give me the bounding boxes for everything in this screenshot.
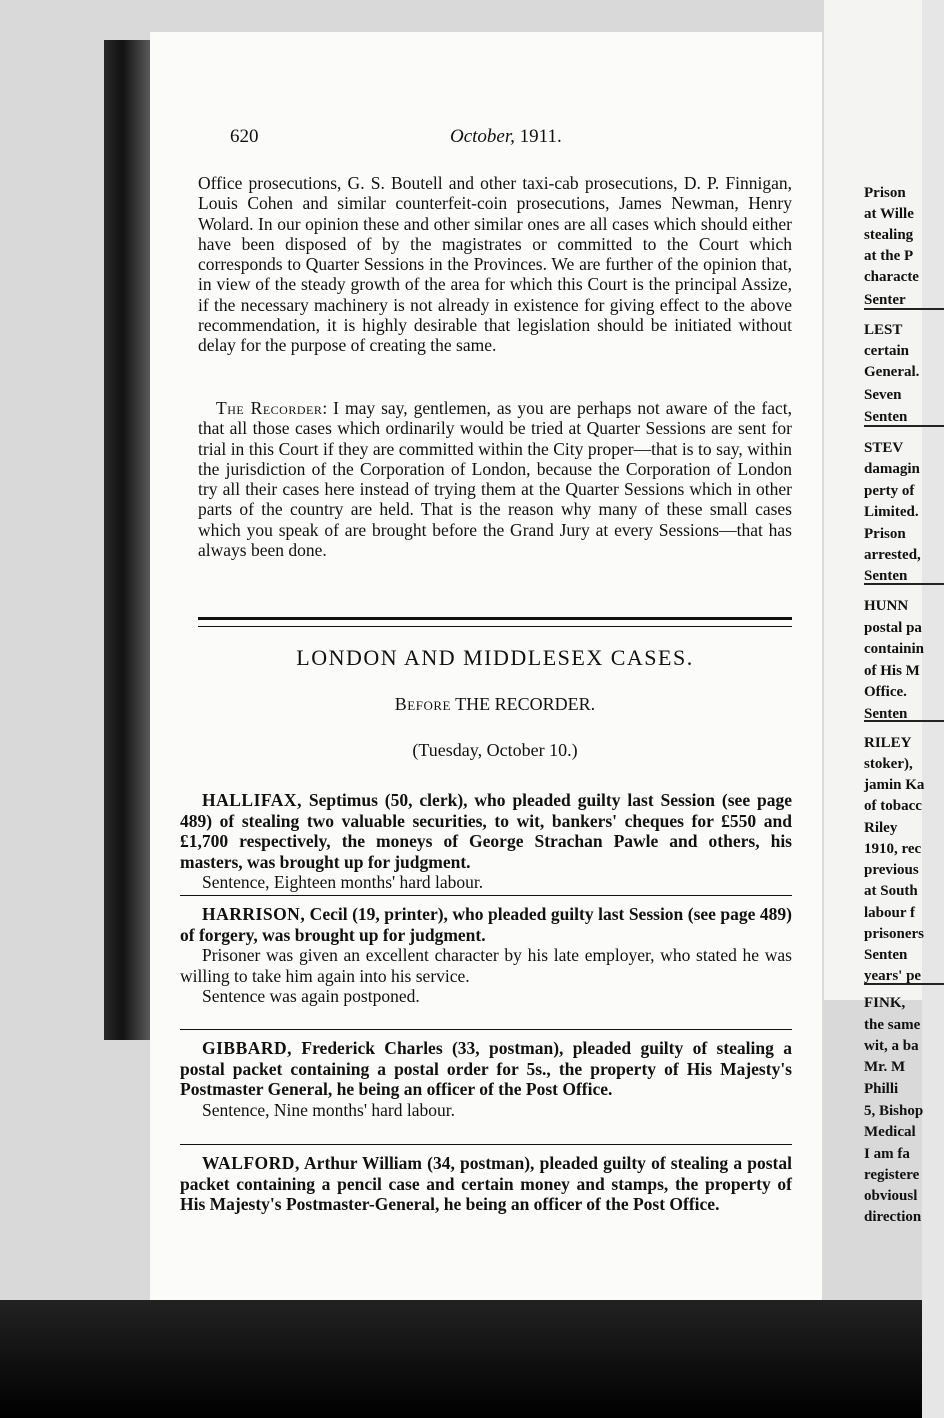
facing-page-text: General. [864,364,920,380]
case-entry [180,1153,792,1215]
facing-page-text: stoker), [864,756,913,772]
facing-page-text: Prison [864,185,906,201]
intro-paragraph-2 [198,398,792,560]
page-header [230,126,790,156]
court-heading [198,694,792,715]
facing-page-text: years' pe [864,968,922,984]
speaker-name: The Recorder [216,398,323,418]
case-surname: GIBBARD, [202,1038,293,1058]
facing-page-text: of His M [864,663,920,679]
case-text [180,904,792,945]
case-entry [180,904,792,1007]
facing-page-text: direction [864,1209,922,1225]
session-date: (Tuesday, October 10.) [412,740,578,760]
facing-page-text: Seven [864,387,902,403]
speaker-text: : I may say, gentlemen, as you are perhaps not aware of the fact, that all those cases which ordinarily would be tried at Quarter Sessions are sent for trial in this Court if they are committed within the City proper—that is to say, within the jurisdiction of the Corporation of London, because the Corporation of London try all their cases here instead of trying them at the Quarter Sessions which in other parts of the country are held. That is the reason why many of these small cases which you speak of are brought before the Grand Jury at every Sessions—that has always been done. [198,398,792,561]
facing-page-text: wit, a ba [864,1038,919,1054]
running-head-month: October, [450,126,515,147]
facing-page-text: at the P [864,248,914,264]
facing-page-text: containin [864,641,925,657]
case-sentence: Sentence, Eighteen months' hard labour. [202,872,484,892]
before-name: THE RECORDER. [455,694,596,714]
facing-page-text: 5, Bishop [864,1103,924,1119]
facing-page-text: Senter [864,292,906,308]
facing-page-text: obviousl [864,1188,918,1204]
case-body: Cecil (19, printer), who pleaded guilty last Session (see page 489) of forgery, was brought up for judgment. [180,904,792,945]
case-body: Septimus (50, clerk), who pleaded guilty last Session (see page 489) of stealing two valuable securities, to wit, bankers' cheques for £550 and £1,700 respectively, the moneys of George Strachan Pawle and others, his masters, was brought up for judgment. [180,790,792,872]
facing-page-text: postal pa [864,620,922,636]
running-head-year: 1911. [519,126,562,147]
before-prefix: Before [394,694,451,714]
facing-page-text: LEST [864,322,903,338]
case-divider [180,895,792,896]
facing-page-text: Mr. M [864,1059,906,1075]
facing-page-text: registere [864,1167,920,1183]
case-text [180,1153,792,1215]
facing-page-text: Senten [864,568,908,584]
intro-paragraph-1: Office prosecutions, G. S. Boutell and other taxi-cab prosecutions, D. P. Finnigan, Louis Cohen and similar counterfeit-coin prosecutions, James Newman, Henry Wolard. In our opinion these and other similar ones are all cases which should either have been disposed of by the magistrates or committed to the Court which corresponds to Quarter Sessions in the Provinces. We are further of the opinion that, in view of the steady growth of the area for which this Court is the principal Assize, if the necessary machinery is not already in existence for giving effect to the above recommendation, it is highly desirable that legislation should be initiated without delay for the purpose of creating the same. [198,173,792,356]
section-title: LONDON AND MIDDLESEX CASES. [296,645,694,670]
facing-page-text: Riley [864,820,898,836]
facing-page-text: at Wille [864,206,914,222]
facing-page-text: FINK, [864,995,906,1011]
facing-page-text: Senten [864,947,908,963]
facing-page-text: certain [864,343,909,359]
facing-page-text: at South [864,883,918,899]
section-double-rule [198,617,792,627]
facing-page-text: RILEY [864,735,912,751]
facing-page-text: damagin [864,461,920,477]
case-entry [180,1038,792,1120]
case-extra: Prisoner was given an excellent character by his late employer, who stated he was willing to take him again into his service. [180,945,792,986]
facing-page-text: characte [864,269,919,285]
facing-page-text: perty of [864,483,915,499]
facing-page-text: 1910, rec [864,841,922,857]
facing-page-text: I am fa [864,1146,910,1162]
facing-page-text: Philli [864,1081,899,1097]
facing-page-text: STEV [864,440,904,456]
facing-page-text: of tobacc [864,798,922,814]
page-number: 620 [230,126,259,147]
facing-page-text: HUNN [864,598,909,614]
case-surname: WALFORD, [202,1153,300,1173]
facing-page-text: Senten [864,706,908,722]
facing-page-text: Office. [864,684,907,700]
facing-page-edge [824,0,925,1225]
facing-page-text: jamin Ka [864,777,925,793]
facing-page-text: stealing [864,227,914,243]
facing-page-text: previous [864,862,919,878]
facing-page-text: Prison [864,526,906,542]
facing-page-text: Senten [864,409,908,425]
case-body: Arthur William (34, postman), pleaded guilty of stealing a postal packet containing a pencil case and certain money and stamps, the property of His Majesty's Postmaster-General, he being an officer of the Post Office. [180,1153,792,1214]
facing-page-text: labour f [864,905,915,921]
book-spine [104,40,150,1040]
case-surname: HALLIFAX, [202,790,302,810]
facing-page-text: the same [864,1017,921,1033]
case-text [180,1038,792,1100]
case-surname: HARRISON, [202,904,306,924]
case-text [180,790,792,872]
facing-page-text: Limited. [864,504,919,520]
case-divider [180,1144,792,1145]
facing-page-text: prisoners [864,926,924,942]
facing-page-text: arrested, [864,547,921,563]
facing-page-text: Medical [864,1124,916,1140]
case-sentence: Sentence was again postponed. [202,986,420,1006]
running-head [450,126,562,148]
scan-shadow [0,1300,922,1418]
case-entry [180,790,792,893]
case-body: Frederick Charles (33, postman), pleaded guilty of stealing a postal packet containing a postal order for 5s., the property of His Majesty's Postmaster General, he being an officer of the Post Office. [180,1038,792,1099]
case-divider [180,1029,792,1030]
case-sentence: Sentence, Nine months' hard labour. [202,1099,455,1120]
